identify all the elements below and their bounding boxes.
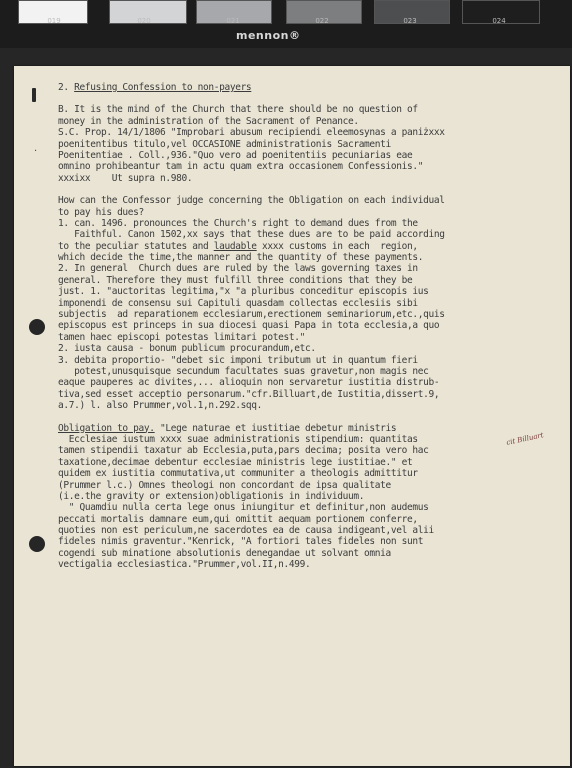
text-segment: subjectis ad reparationem ecclesiarum,erectionem seminariorum,etc.,quis: [58, 309, 445, 321]
text-segment: 3. debita proportio- "debet sic imponi tributum ut in quantum fieri: [58, 354, 418, 366]
text-line: [58, 150, 566, 161]
text-line: [58, 298, 566, 309]
text-segment: quoties non est periculum,ne sacerdotes ea de causa indigeant,vel alii: [58, 525, 434, 537]
calibration-label: 024: [492, 17, 506, 25]
punch-hole: [29, 536, 45, 552]
calibration-label: 019: [47, 17, 61, 25]
text-line: [58, 423, 566, 434]
text-segment: just. 1. "auctoritas legitima,"x "a pluribus conceditur episcopis ius: [58, 286, 429, 298]
text-segment: quidem ex iustitia commutativa,ut communiter a theologis admittitur: [58, 468, 418, 480]
text-line: [58, 161, 566, 172]
text-line: [58, 434, 566, 445]
text-segment: which decide the time,the manner and the quantity of these payments.: [58, 252, 424, 264]
text-line: [58, 377, 566, 388]
brand-logo: mennon®: [236, 29, 301, 42]
text-line: [58, 400, 566, 411]
underlined-text: Obligation to pay.: [58, 422, 155, 434]
text-segment: How can the Confessor judge concerning the Obligation on each individual: [58, 195, 445, 207]
text-line: [58, 229, 566, 240]
text-segment: a.7.) l. also Prummer,vol.1,n.292.sqq.: [58, 400, 263, 412]
margin-tick: ·: [34, 146, 38, 157]
text-segment: " Quamdiu nulla certa lege onus iniungitur et definitur,non audemus: [58, 502, 429, 514]
text-line: [58, 343, 566, 354]
text-segment: imponendi de consensu sui Capituli quasdam collectas ecclesiis sibi: [58, 297, 418, 309]
underlined-text: Refusing Confession to non-payers: [74, 82, 252, 93]
text-line: [58, 207, 566, 218]
text-segment: B. It is the mind of the Church that there should be no question of: [58, 104, 418, 116]
text-line: [58, 275, 566, 286]
text-segment: eaque pauperes ac divites,... alioquin non servaretur iustitia distrub-: [58, 377, 440, 389]
text-segment: 2. In general Church dues are ruled by the laws governing taxes in: [58, 263, 418, 275]
text-segment: xxxx customs in each region,: [256, 240, 418, 252]
text-line: [58, 480, 566, 491]
text-segment: tiva,sed esset acceptio personarum."cfr.Billuart,de Iustitia,dissert.9,: [58, 388, 440, 400]
text-line: [58, 525, 566, 536]
text-line: [58, 559, 566, 570]
blank-line: [58, 93, 566, 104]
text-line: [58, 320, 566, 331]
text-segment: episcopus est princeps in sua diocesi quasi Papa in tota ecclesia,a quo: [58, 320, 440, 332]
text-line: [58, 218, 566, 229]
text-segment: vectigalia ecclesiastica."Prummer,vol.II,n.499.: [58, 559, 311, 571]
margin-mark: [32, 88, 36, 102]
blank-line: [58, 184, 566, 195]
text-segment: (Prummer l.c.) Omnes theologi non concordant de ipsa qualitate: [58, 479, 391, 491]
text-segment: money in the administration of the Sacrament of Penance.: [58, 115, 359, 127]
text-line: [58, 366, 566, 377]
text-line: [58, 241, 566, 252]
text-segment: Ecclesiae iustum xxxx suae administrationis stipendium: quantitas: [58, 433, 418, 445]
text-line: [58, 139, 566, 150]
handwritten-note: cit Billuart: [505, 431, 545, 447]
text-segment: xxxixx Ut supra n.980.: [58, 172, 193, 184]
text-line: [58, 252, 566, 263]
underlined-text: laudable: [213, 240, 257, 252]
text-line: [58, 502, 566, 513]
text-line: [58, 286, 566, 297]
text-segment: peccati mortalis damnare eum,qui omittit aequam portionem conferre,: [58, 513, 418, 525]
calibration-label: 022: [315, 17, 329, 25]
text-segment: 2. iusta causa - bonum publicum procurandum,etc.: [58, 343, 316, 355]
text-segment: (i.e.the gravity or extension)obligationis in individuum.: [58, 490, 365, 502]
text-line: [58, 104, 566, 115]
text-segment: 1. can. 1496. pronounces the Church's right to demand dues from the: [58, 217, 418, 229]
text-line: [58, 445, 566, 456]
text-line: [58, 536, 566, 547]
text-line: [58, 491, 566, 502]
text-segment: omnino prohibeantur tam in actu quam extra occasionem Confessionis.": [58, 161, 424, 173]
text-line: [58, 309, 566, 320]
text-segment: fideles nimis graventur."Kenrick, "A fortiori tales fideles non sunt: [58, 536, 424, 548]
document-page: [14, 66, 570, 766]
text-line: [58, 514, 566, 525]
color-calibration-strip: [0, 0, 572, 48]
text-line: [58, 389, 566, 400]
typewritten-text: [58, 82, 566, 571]
text-line: [58, 355, 566, 366]
text-line: [58, 468, 566, 479]
text-segment: general. Therefore they must fulfill three conditions that they be: [58, 274, 413, 286]
text-segment: potest,unusquisque secundum facultates suas gravetur,non magis nec: [58, 365, 429, 377]
calibration-label: 023: [403, 17, 417, 25]
text-line: [58, 195, 566, 206]
text-segment: to the peculiar statutes and: [58, 240, 214, 252]
blank-line: [58, 412, 566, 423]
text-line: [58, 457, 566, 468]
text-segment: poenitentibus titulo,vel OCCASIONE administrationis Sacramenti: [58, 138, 391, 150]
text-line: [58, 116, 566, 127]
text-segment: taxatione,decimae debentur ecclesiae ministris lege iustitiae." et: [58, 456, 413, 468]
text-segment: to pay his dues?: [58, 206, 144, 218]
text-segment: tamen haec episcopi potestas limitari potest.": [58, 331, 305, 343]
text-segment: tamen stipendii taxatur ab Ecclesia,puta,pars decima; posita vero hac: [58, 445, 429, 457]
text-line: [58, 548, 566, 559]
text-segment: 2.: [58, 82, 75, 93]
text-line: [58, 127, 566, 138]
text-line: [58, 173, 566, 184]
text-segment: Poenitentiae . Coll.,936."Quo vero ad poenitentiis pecuniarias eae: [58, 149, 413, 161]
punch-hole: [29, 319, 45, 335]
text-line: [58, 82, 566, 93]
text-segment: S.C. Prop. 14/1/1806 "Improbari abusum recipiendi eleemosynas a paniżxxx: [58, 127, 445, 139]
text-segment: cogendi sub minatione absolutionis denegandae ut solvant omnia: [58, 547, 391, 559]
calibration-label: 021: [226, 17, 240, 25]
text-segment: Faithful. Canon 1502,xx says that these dues are to be paid according: [58, 229, 445, 241]
calibration-label: 020: [137, 17, 151, 25]
text-segment: "Lege naturae et iustitiae debetur ministris: [154, 422, 397, 434]
text-line: [58, 332, 566, 343]
text-line: [58, 263, 566, 274]
